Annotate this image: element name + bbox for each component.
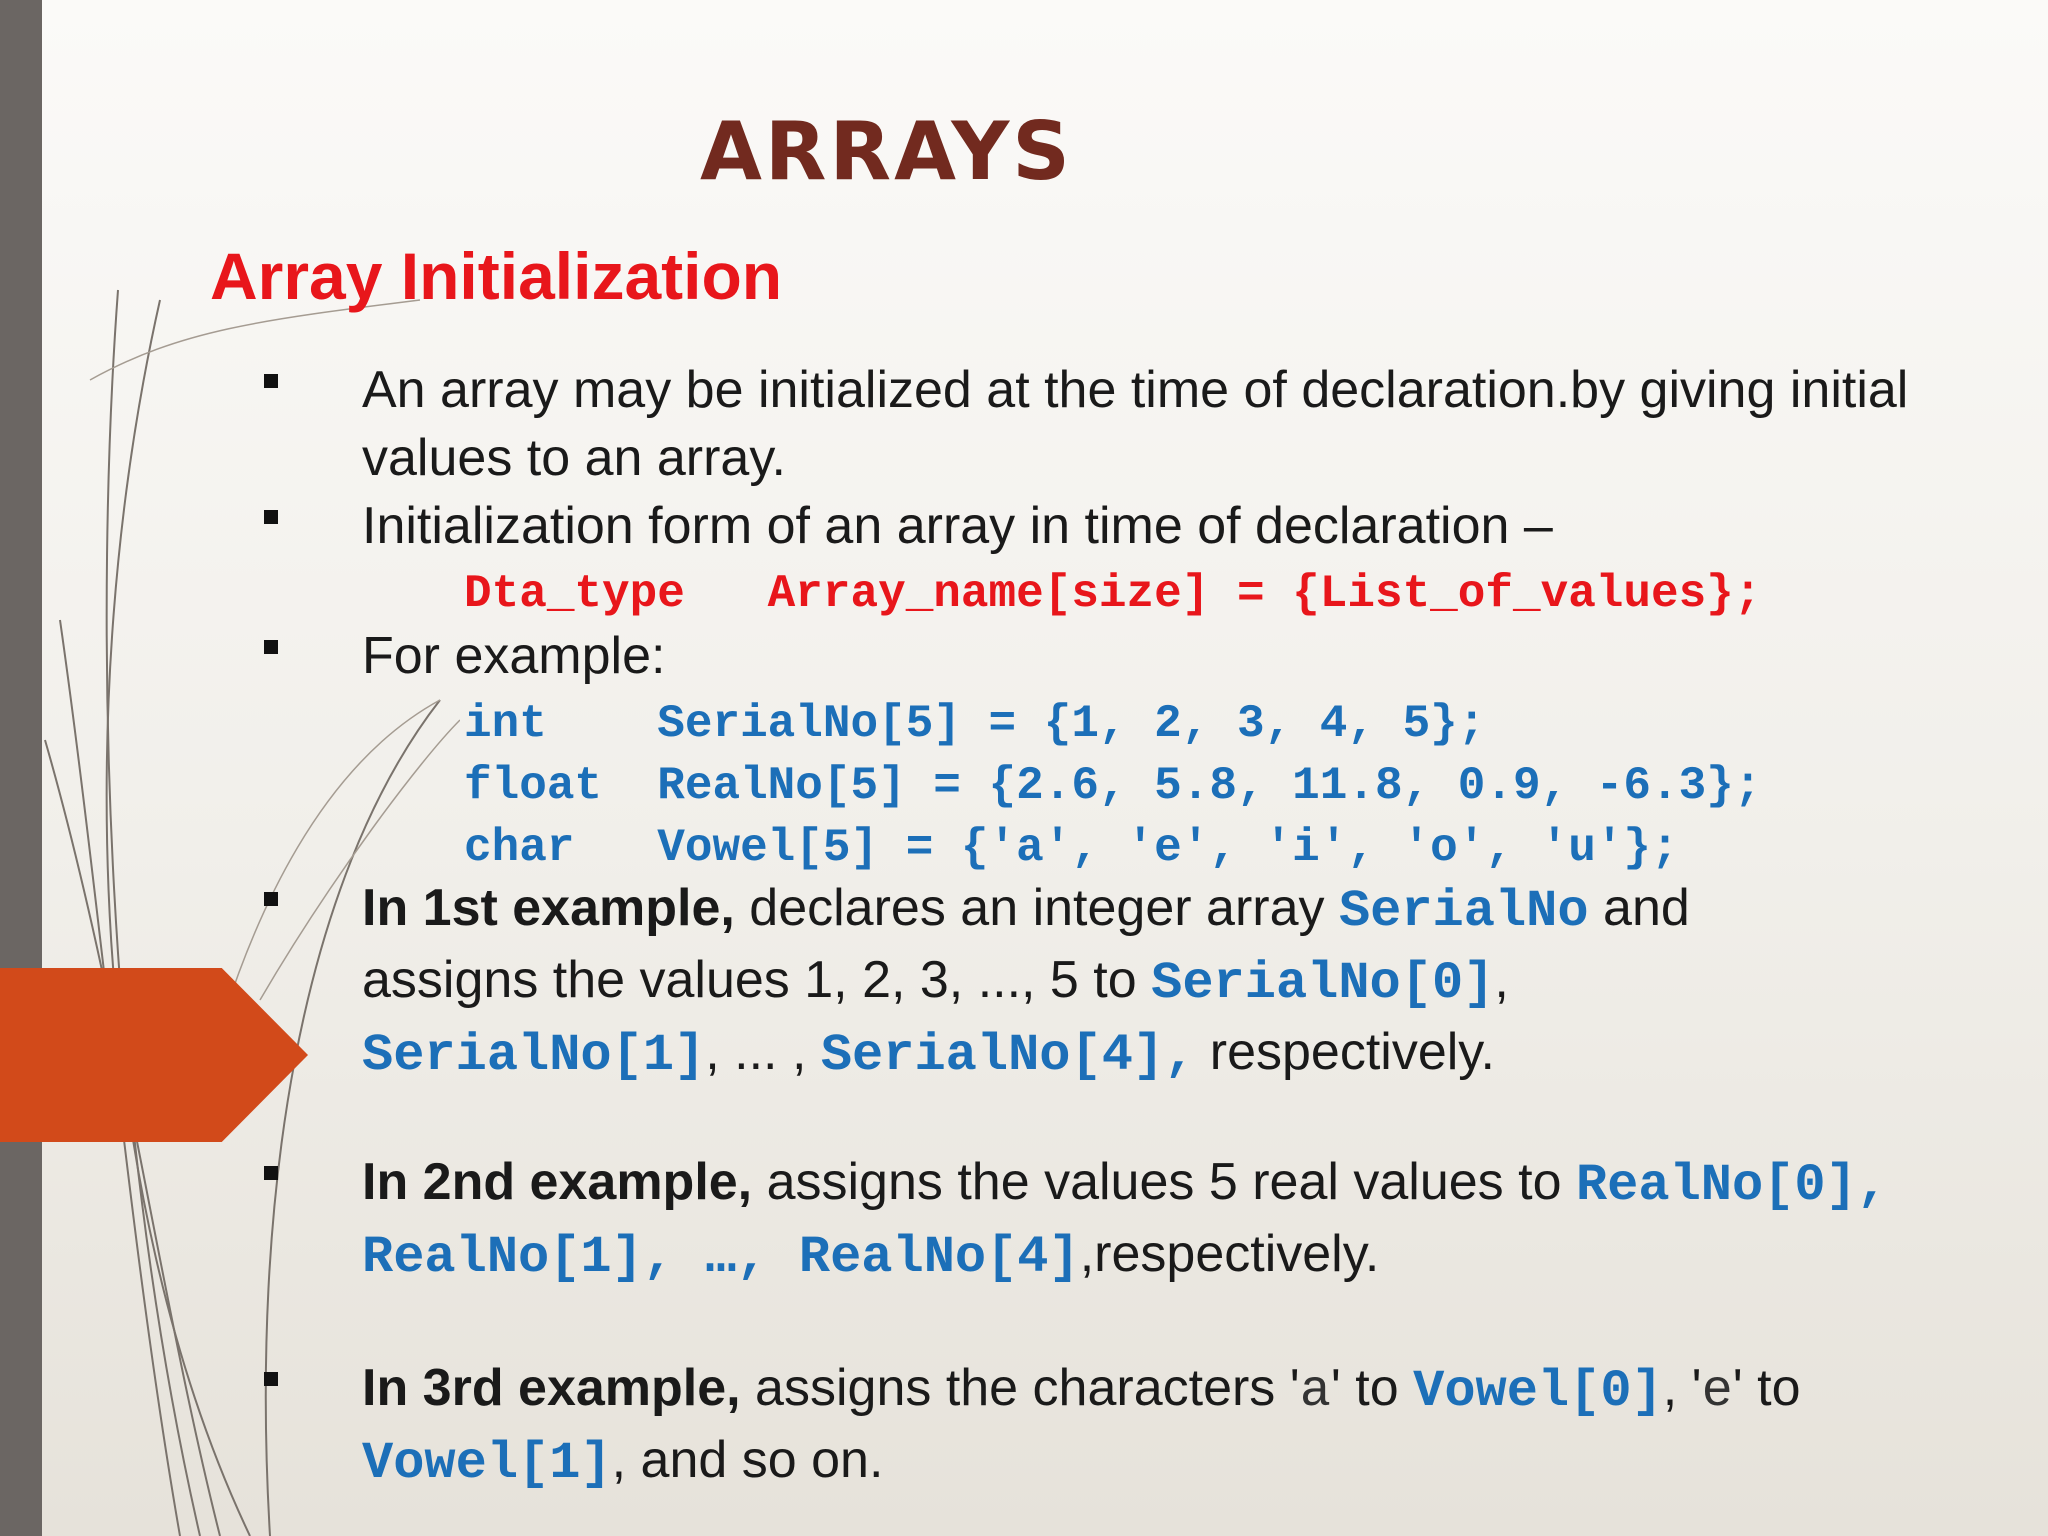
explanation-text: assigns the values 5 real values to <box>752 1153 1576 1211</box>
explanation-text: , <box>1494 951 1509 1009</box>
explanation-3 <box>362 1354 1962 1498</box>
explanation-text: , ' <box>1662 1359 1702 1417</box>
bullet-marker <box>264 374 278 388</box>
char-literal: a <box>1299 1362 1331 1421</box>
code-ref: SerialNo[1] <box>362 1026 706 1085</box>
explanation-text: and assigns the values 1, 2, 3, ..., 5 to <box>362 879 1690 1009</box>
code-ref: Vowel[1] <box>362 1434 612 1493</box>
bullet-marker <box>264 510 278 524</box>
explanation-heading: In 3rd example, <box>362 1359 741 1417</box>
explanation-1 <box>362 874 1842 1090</box>
code-type: char <box>464 822 575 874</box>
code-example-line <box>464 694 1485 754</box>
code-declaration: SerialNo[5] = {1, 2, 3, 4, 5}; <box>657 698 1486 750</box>
decorative-lines <box>0 0 460 1536</box>
explanation-text: , and so on. <box>611 1431 884 1489</box>
syntax-type: Dta_type <box>464 568 685 620</box>
explanation-2 <box>362 1148 1922 1292</box>
bullet-marker <box>264 1166 278 1180</box>
code-ref: RealNo[0], RealNo[1], …, RealNo[4] <box>362 1156 1889 1287</box>
section-subtitle: Array Initialization <box>210 239 783 313</box>
code-ref: SerialNo <box>1338 882 1589 941</box>
code-type: int <box>464 698 547 750</box>
bullet-marker <box>264 1372 278 1386</box>
code-type: float <box>464 760 603 812</box>
explanation-text: ' to <box>1732 1359 1801 1417</box>
code-declaration: RealNo[5] = {2.6, 5.8, 11.8, 0.9, -6.3}; <box>657 760 1762 812</box>
char-literal: e <box>1701 1362 1733 1421</box>
bullet-text: Initialization form of an array in time of declaration – <box>362 497 1553 555</box>
explanation-heading: In 1st example, <box>362 879 735 937</box>
explanation-text: , ... , <box>705 1023 821 1081</box>
syntax-line <box>464 564 1761 624</box>
bullet-text: For example: <box>362 627 666 685</box>
code-declaration: Vowel[5] = {'a', 'e', 'i', 'o', 'u'}; <box>657 822 1679 874</box>
explanation-text: ,respectively. <box>1079 1225 1380 1283</box>
code-example-line <box>464 756 1761 816</box>
explanation-text: ' to <box>1330 1359 1414 1417</box>
code-ref: Vowel[0] <box>1413 1362 1663 1421</box>
slide-title: ARRAYS <box>700 105 1073 198</box>
bullet-marker <box>264 892 278 906</box>
syntax-declaration: Array_name[size] = {List_of_values}; <box>767 568 1762 620</box>
bullet-marker <box>264 640 278 654</box>
explanation-text: declares an integer array <box>734 879 1339 937</box>
code-ref: SerialNo[0] <box>1151 954 1495 1013</box>
code-example-line <box>464 818 1679 878</box>
explanation-text: respectively. <box>1195 1023 1495 1081</box>
bullet-text: An array may be initialized at the time of declaration.by giving initial values to an array. <box>362 361 1909 487</box>
code-ref: SerialNo[4], <box>820 1026 1196 1085</box>
explanation-heading: In 2nd example, <box>362 1153 753 1211</box>
explanation-text: assigns the characters ' <box>740 1359 1300 1417</box>
